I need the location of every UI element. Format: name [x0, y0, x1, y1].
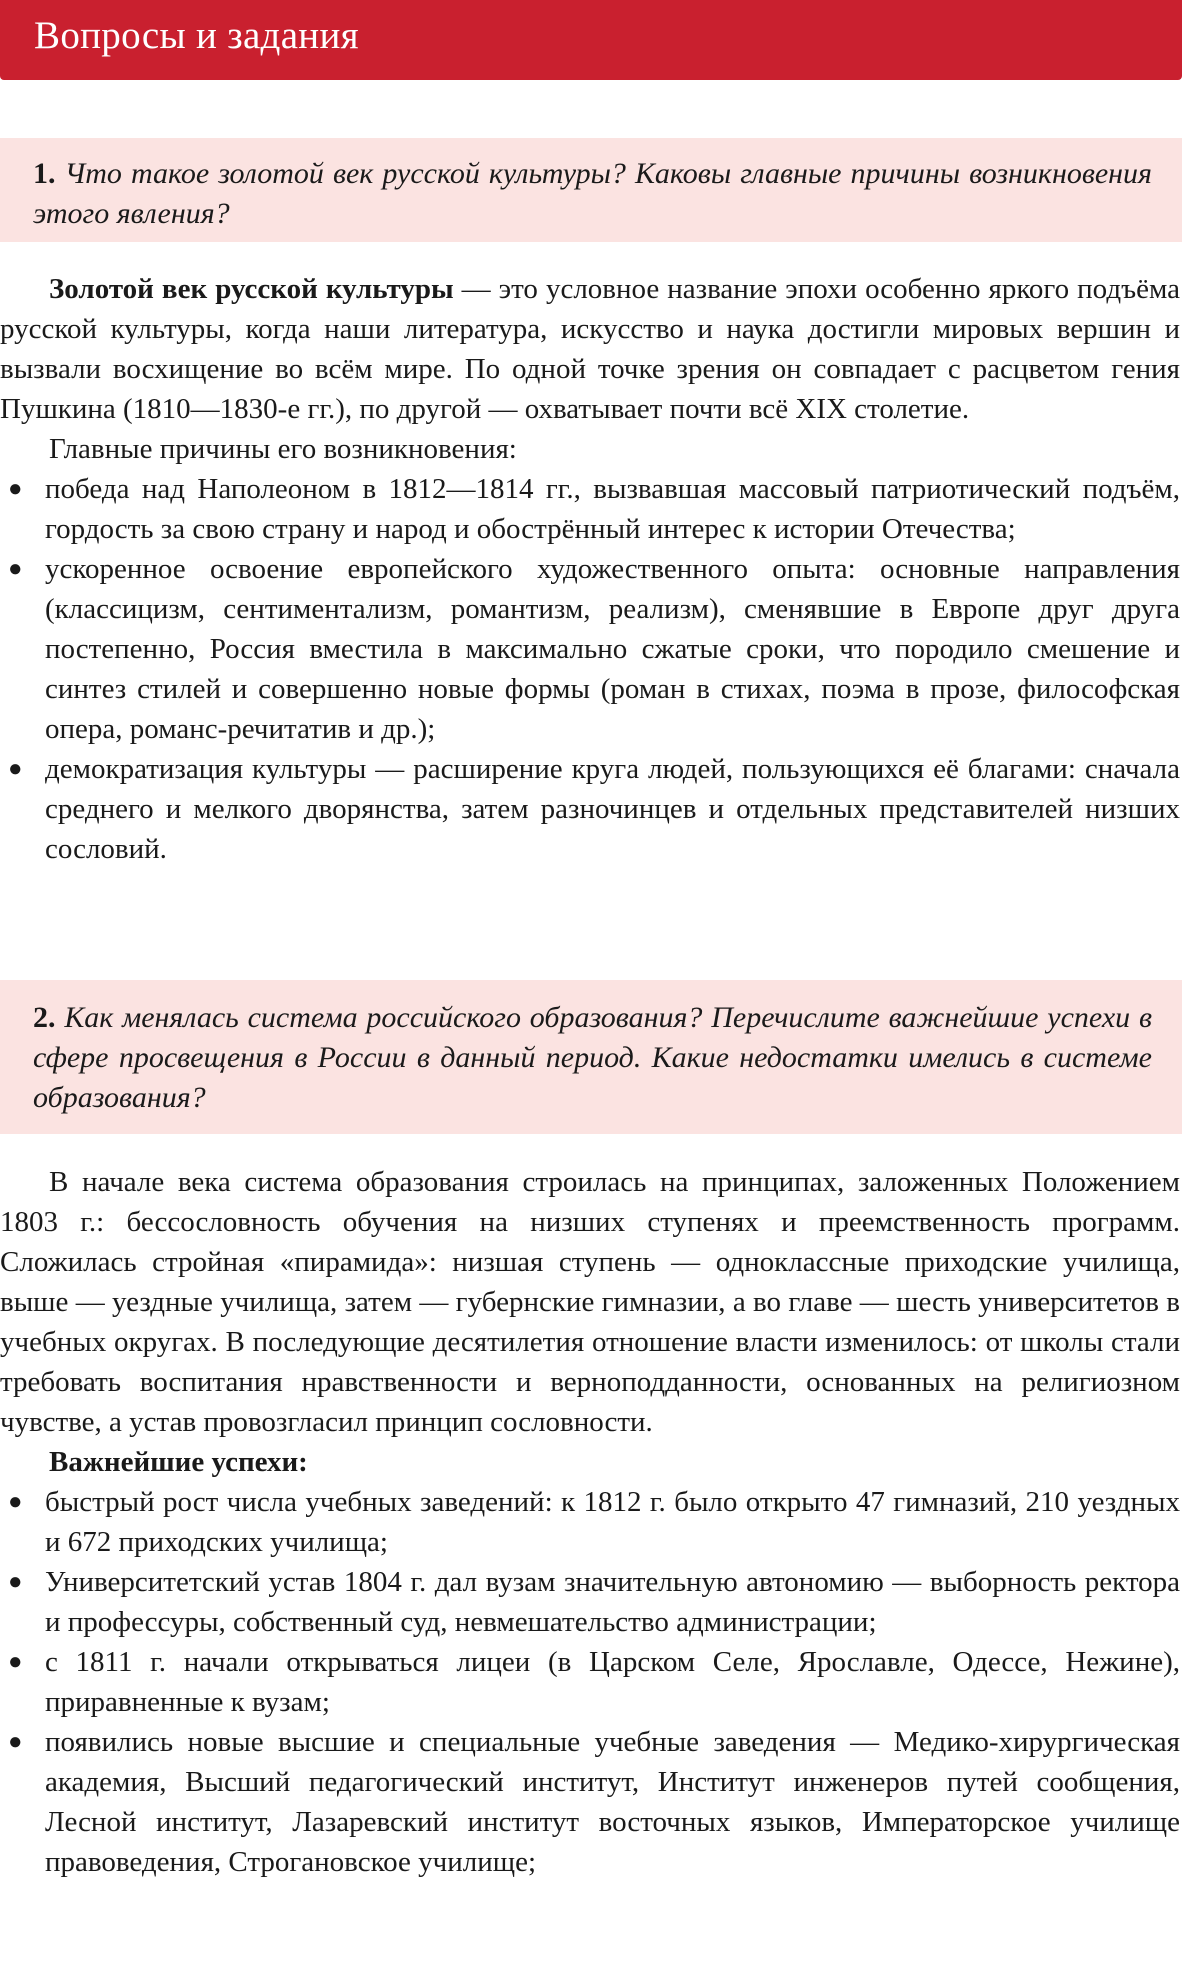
- bullet-icon: ●: [8, 556, 23, 582]
- question-2-box: [0, 980, 1182, 1134]
- list-item: [0, 1562, 1180, 1642]
- bullet-icon: ●: [8, 1569, 23, 1595]
- list-item-text: появились новые высшие и специальные учебные заведения — Медико-хирургическая академия, Высший педагогический институт, Институт инженеров путей сообщения, Лесной институт, Лазаревский институт восточных языков, Императорское училище правоведения, Строгановское училище;: [45, 1726, 1180, 1878]
- list-item-text: быстрый рост числа учебных заведений: к 1812 г. было открыто 47 гимназий, 210 уездных и 672 приходских училища;: [45, 1486, 1180, 1558]
- question-1-box: [0, 138, 1182, 242]
- answer-1-reasons-list: [0, 469, 1180, 869]
- question-1-number: 1.: [33, 157, 56, 190]
- list-item: [0, 549, 1180, 749]
- bullet-icon: ●: [8, 1649, 23, 1675]
- question-1-text: [33, 154, 1152, 234]
- bullet-icon: ●: [8, 1489, 23, 1515]
- list-item: [0, 469, 1180, 549]
- list-item-text: с 1811 г. начали открываться лицеи (в Царском Селе, Ярославле, Одессе, Нежине), приравненные к вузам;: [45, 1646, 1180, 1718]
- question-1-prompt: Что такое золотой век русской культуры? Каковы главные причины возникновения этого явления?: [33, 157, 1153, 230]
- list-item-text: Университетский устав 1804 г. дал вузам значительную автономию — выборность ректора и профессуры, собственный суд, невмешательство администрации;: [45, 1566, 1180, 1638]
- list-item: [0, 749, 1180, 869]
- list-item: [0, 1482, 1180, 1562]
- answer-1: [0, 269, 1180, 869]
- list-item-text: ускоренное освоение европейского художественного опыта: основные направления (классицизм, сентиментализм, романтизм, реализм), сменявшие в Европе друг друга постепенно, Россия вместила в максимально сжатые сроки, что породило смешение и синтез стилей и совершенно новые формы (роман в стихах, поэма в прозе, философская опера, романс-речитатив и др.);: [45, 553, 1180, 745]
- answer-2-successes-list: [0, 1482, 1180, 1882]
- bullet-icon: ●: [8, 1729, 23, 1755]
- list-item-text: демократизация культуры — расширение круга людей, пользующихся её благами: сначала среднего и мелкого дворянства, затем разночинцев и отдельных представителей низших сословий.: [45, 753, 1180, 865]
- question-2-prompt: Как менялась система российского образования? Перечислите важнейшие успехи в сфере просвещения в России в данный период. Какие недостатки имелись в системе образования?: [33, 1001, 1153, 1114]
- answer-1-reasons-intro: Главные причины его возникновения:: [49, 433, 517, 465]
- list-item: [0, 1722, 1180, 1882]
- section-header: [0, 0, 1182, 80]
- bullet-icon: ●: [8, 756, 23, 782]
- list-item-text: победа над Наполеоном в 1812—1814 гг., вызвавшая массовый патриотический подъём, гордость за свою страну и народ и обострённый интерес к истории Отечества;: [45, 473, 1180, 545]
- answer-1-paragraph: [0, 269, 1180, 429]
- list-item: [0, 1642, 1180, 1722]
- answer-1-definition: — это условное название эпохи особенно яркого подъёма русской культуры, когда наши литература, искусство и наука достигли мировых вершин и вызвали восхищение во всём мире. По одной точке зрения он совпадает с расцветом гения Пушкина (1810—1830-е гг.), по другой — охватывает почти всё XIX столетие.: [0, 273, 1180, 425]
- question-2-number: 2.: [33, 1001, 56, 1034]
- question-2-text: [33, 998, 1152, 1118]
- answer-2-paragraph: В начале века система образования строилась на принципах, заложенных Положением 1803 г.: бессословность обучения на низших ступенях и преемственность программ. Сложилась стройная «пирамида»: низшая ступень — одноклассные приходские училища, выше — уездные училища, затем — губернские гимназии, а во главе — шесть университетов в учебных округах. В последующие десятилетия отношение власти изменилось: от школы стали требовать воспитания нравственности и верноподданности, основанных на религиозном чувстве, а устав провозгласил принцип сословности.: [0, 1166, 1180, 1438]
- answer-2: [0, 1162, 1180, 1882]
- answer-2-successes-heading: Важнейшие успехи:: [49, 1446, 308, 1478]
- section-title: Вопросы и задания: [34, 14, 359, 57]
- answer-1-term: Золотой век русской культуры: [49, 273, 454, 305]
- bullet-icon: ●: [8, 476, 23, 502]
